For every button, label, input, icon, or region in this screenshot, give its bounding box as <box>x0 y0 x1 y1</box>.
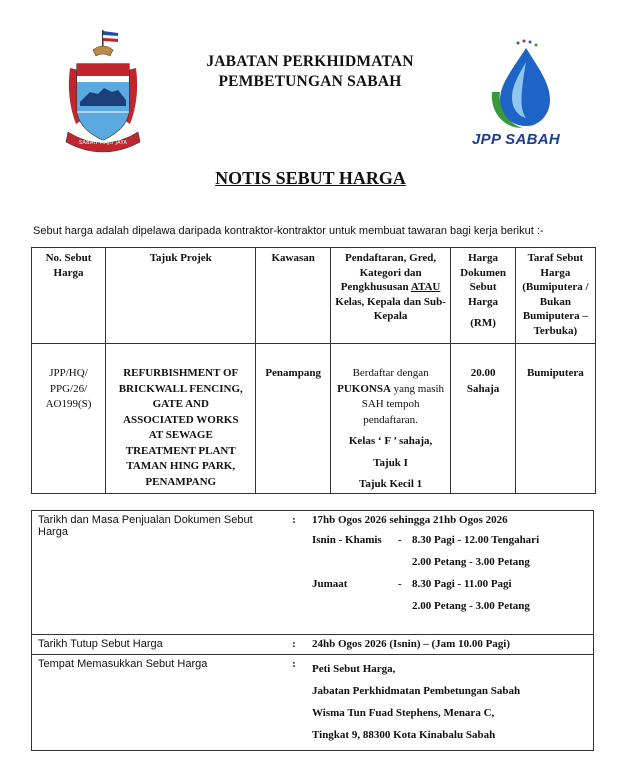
info-table <box>31 510 594 751</box>
org-name-line2: PEMBETUNGAN SABAH <box>218 73 402 90</box>
info-row-place <box>32 655 594 751</box>
quotation-table <box>31 247 596 494</box>
jpp-sabah-logo-text: JPP SABAH <box>472 131 560 148</box>
sale-schedule: Isnin - Khamis - 8.30 Pagi - 12.00 Tengahari 2.00 Petang - 3.00 Petang Jumaat - 8.30 Pagi - 11.00 Pagi 2.00 Petang - 3.00 Petang <box>312 534 540 612</box>
close-value: 24hb Ogos 2026 (Isnin) – (Jam 10.00 Pagi) <box>306 635 594 655</box>
cell-tajuk-projek: REFURBISHMENT OF BRICKWALL FENCING, GATE AND ASSOCIATED WORKS AT SEWAGE TREATMENT PLANT TAMAN HING PARK, PENAMPANG <box>106 344 256 494</box>
sabah-coat-of-arms-icon <box>60 28 146 156</box>
jpp-sabah-logo <box>482 38 562 128</box>
place-colon: : <box>282 655 306 751</box>
info-row-close <box>32 635 594 655</box>
cell-taraf: Bumiputera <box>515 344 595 494</box>
notice-title: NOTIS SEBUT HARGA <box>215 168 406 188</box>
table-row <box>32 344 596 494</box>
sale-colon: : <box>282 511 306 635</box>
coat-of-arms-motto: SABAH MAJU JAYA <box>78 140 128 146</box>
sale-dates: 17hb Ogos 2026 sehingga 21hb Ogos 2026 <box>312 514 508 526</box>
place-value: Peti Sebut Harga, Jabatan Perkhidmatan Pembetungan Sabah Wisma Tun Fuad Stephens, Menara C, Tingkat 9, 88300 Kota Kinabalu Sabah <box>306 655 594 751</box>
org-name-line1: JABATAN PERKHIDMATAN <box>206 53 414 70</box>
place-label: Tempat Memasukkan Sebut Harga <box>32 655 283 751</box>
header-tajuk-projek: Tajuk Projek <box>106 248 256 344</box>
info-row-sale <box>32 511 594 635</box>
sabah-coat-of-arms-logo <box>60 28 146 156</box>
table-header-row <box>32 248 596 344</box>
header-pendaftaran: Pendaftaran, Gred, Kategori dan Pengkhususan ATAU Kelas, Kepala dan Sub-Kepala <box>330 248 451 344</box>
close-colon: : <box>282 635 306 655</box>
cell-pendaftaran: Berdaftar dengan PUKONSA yang masih SAH tempoh pendaftaran. Kelas ‘ F ’ sahaja, Tajuk I Tajuk Kecil 1 <box>330 344 451 494</box>
cell-harga-dokumen: 20.00 Sahaja <box>451 344 515 494</box>
organization-name <box>160 52 460 92</box>
intro-text: Sebut harga adalah dipelawa daripada kontraktor-kontraktor untuk membuat tawaran bagi kerja berikut :- <box>33 225 544 237</box>
header-no-sebut-harga: No. Sebut Harga <box>32 248 106 344</box>
cell-no-sebut-harga: JPP/HQ/ PPG/26/ AO199(S) <box>32 344 106 494</box>
cell-kawasan: Penampang <box>256 344 330 494</box>
close-label: Tarikh Tutup Sebut Harga <box>32 635 283 655</box>
sale-value <box>306 511 594 635</box>
sale-label: Tarikh dan Masa Penjualan Dokumen Sebut Harga <box>32 511 283 635</box>
header-kawasan: Kawasan <box>256 248 330 344</box>
header-taraf-sebut-harga: Taraf Sebut Harga (Bumiputera / Bukan Bumiputera – Terbuka) <box>515 248 595 344</box>
water-drop-icon <box>482 38 562 130</box>
header-harga-dokumen: Harga Dokumen Sebut Harga (RM) <box>451 248 515 344</box>
